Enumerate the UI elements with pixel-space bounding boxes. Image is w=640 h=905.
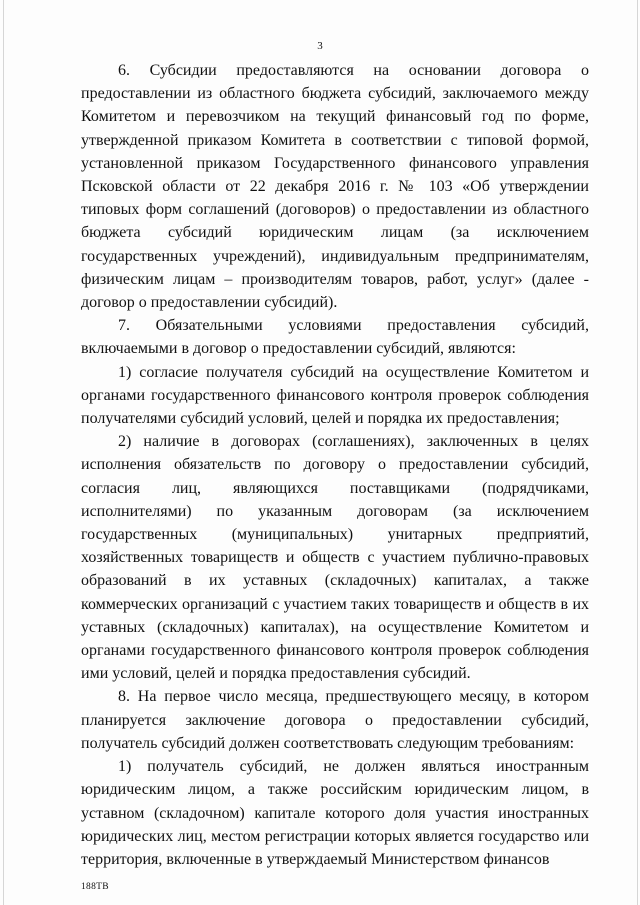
paragraph-7-item-2: 2) наличие в договорах (соглашениях), заключенных в целях исполнения обязательств по договору о предоставлении субсидий, согласия лиц, являющихся поставщиками (подрядчиками, исполнителями) по указанным договорам (за исключением государственных (муниципальных) унитарных предприятий, хозяйственных товариществ и обществ с участием публично-правовых образований в их уставных (складочных) капиталах, а также коммерческих организаций с участием таких товариществ и обществ в их уставных (складочных) капиталах), на осуществление Комитетом и органами государственного финансового контроля проверок соблюдения ими условий, целей и порядка предоставления субсидий. [81, 433, 589, 683]
paragraph-8-requirements: 8. На первое число месяца, предшествующего месяцу, в котором планируется заключение договора о предоставлении субсидий, получатель субсидий должен соответствовать следующим требованиям: [81, 688, 589, 752]
scan-edge-left [3, 0, 4, 905]
paragraph-7-mandatory-conditions: 7. Обязательными условиями предоставления субсидий, включаемыми в договор о предоставлении субсидий, являются: [81, 317, 589, 358]
paragraph-6-subsidies-basis: 6. Субсидии предоставляются на основании договора о предоставлении из областного бюджета субсидий, заключаемого между Комитетом и перевозчиком на текущий финансовый год по форме, утвержденной приказом Комитета в соответствии с типовой формой, установленной приказом Государственного финансового управления Псковской области от 22 декабря 2016 г. № 103 «Об утверждении типовых форм соглашений (договоров) о предоставлении из областного бюджета субсидий юридическим лицам (за исключением государственных учреждений), индивидуальным предпринимателям, физическим лицам – производителям товаров, работ, услуг» (далее - договор о предоставлении субсидий). [81, 62, 589, 312]
document-body [81, 59, 589, 871]
scan-edge-right [637, 0, 638, 905]
paragraph-8-item-1: 1) получатель субсидий, не должен являться иностранным юридическим лицом, а также российским юридическим лицом, в уставном (складочном) капитале которого доля участия иностранных юридических лиц, местом регистрации которых является государство или территория, включенные в утверждаемый Министерством финансов [81, 758, 589, 868]
footer-document-code: 188ТВ [81, 882, 109, 892]
paragraph-7-item-1: 1) согласие получателя субсидий на осуществление Комитетом и органами государственного финансового контроля проверок соблюдения получателями субсидий условий, целей и порядка их предоставления; [81, 363, 589, 428]
page-number: 3 [317, 40, 323, 52]
